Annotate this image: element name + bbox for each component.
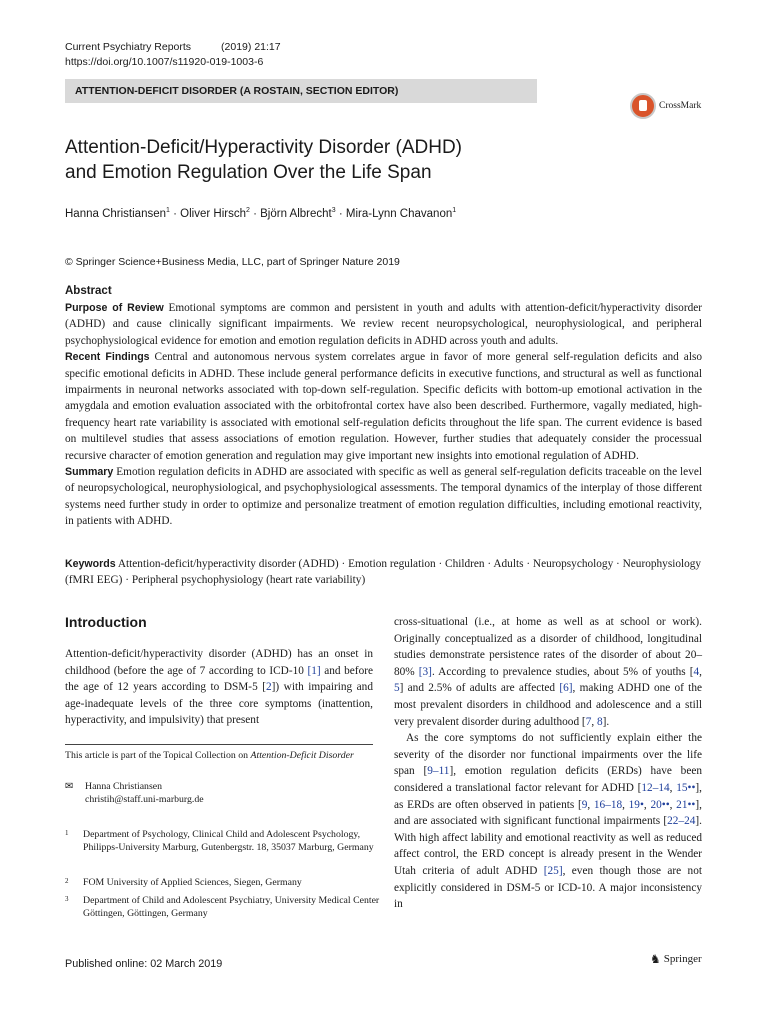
author[interactable]: Björn Albrecht$^3$ xyxy=(260,207,336,220)
author-list xyxy=(65,203,456,222)
affiliation-1: 1 Department of Psychology, Clinical Child and Adolescent Psychology, Philipps-University Marburg, Gutenbergstr. 18, 35037 Marburg, Germany xyxy=(65,829,374,853)
springer-horse-icon: ♞ xyxy=(650,952,661,966)
author-separator: · xyxy=(338,207,343,220)
crossmark-badge[interactable] xyxy=(630,93,701,119)
abstract-summary: Summary Emotion regulation deficits in ADHD are associated with specific as well as general self-regulation deficits traceable on the level of neuropsychological, neurophysiological, and psychophysiological assessments. The temporal dynamics of the interplay of those different systems need further study in order to optimize and personalize treatment of emotion regulation difficulties, including emotional reactivity, in patients with ADHD. xyxy=(65,466,702,528)
citation-link[interactable]: 8 xyxy=(597,715,603,728)
published-date: Published online: 02 March 2019 xyxy=(65,958,223,970)
journal-header xyxy=(65,40,281,70)
topical-collection-note: This article is part of the Topical Collection on Attention-Deficit Disorder xyxy=(65,750,354,761)
title-line-2: and Emotion Regulation Over the Life Span xyxy=(65,162,432,183)
publisher-name: Springer xyxy=(663,953,702,965)
contact-email[interactable]: christih@staff.uni-marburg.de xyxy=(85,794,204,805)
author-separator: · xyxy=(173,207,177,220)
citation-link[interactable]: 16–18 xyxy=(593,798,623,811)
affiliation-3: 3 Department of Child and Adolescent Psychiatry, University Medical Center Göttingen, Göttingen, Germany xyxy=(65,895,380,919)
journal-name: Current Psychiatry Reports xyxy=(65,41,192,53)
intro-left-paragraph: Attention-deficit/hyperactivity disorder (ADHD) has an onset in childhood (before the age of 7 according to ICD-10 [1] and before the age of 12 years according to DSM-5 [2]) with impairing and age-inadequate levels of the three core symptoms (inattention, hyperactivity, and impulsivity) that present xyxy=(65,648,373,727)
abstract-heading: Abstract xyxy=(65,285,112,297)
author[interactable]: Mira-Lynn Chavanon$^1$ xyxy=(345,207,457,220)
citation-link[interactable]: 7 xyxy=(585,715,592,728)
title-line-1: Attention-Deficit/Hyperactivity Disorder (ADHD) xyxy=(65,137,462,158)
envelope-icon: ✉ xyxy=(65,781,74,792)
crossmark-label: CrossMark xyxy=(659,101,702,111)
footnote-divider xyxy=(65,744,373,745)
citation-link[interactable]: 19• xyxy=(628,798,644,811)
citation-link[interactable]: 12–14 xyxy=(641,781,670,794)
intro-right-column xyxy=(394,614,702,913)
citation-link[interactable]: 20•• xyxy=(650,798,670,811)
doi-link[interactable]: https://doi.org/10.1007/s11920-019-1003-6 xyxy=(65,56,264,68)
intro-paragraph: As the core symptoms do not sufficiently explain either the severity of the disorder nor functional impairments over the life span [9–11], emotion regulation deficits (ERDs) have been considered a translational factor relevant for ADHD [12–14, 15••], as ERDs are often observed in patients [9, 16–18, 19•, 20••, 21••], and are associated with significant functional impairments [22–24]. With high affect lability and emotional reactivity as well as reduced affect control, the ERD concept is already present in the Wender Utah criteria of adult ADHD [25], even though those are not explicitly considered in DSM-5 or ICD-10. A major inconsistency in xyxy=(394,732,702,911)
contact-name: Hanna Christiansen xyxy=(85,781,162,792)
author[interactable]: Oliver Hirsch$^2$ xyxy=(180,207,250,220)
intro-paragraph: cross-situational (i.e., at home as well as at school or work). Originally conceptualized as a disorder of childhood, longitudinal studies demonstrate persistence rates of the disorder of about 20–80% [3]. According to prevalence studies, about 5% of youths [4, 5] and 2.5% of adults are affected [6], making ADHD one of the most prevalent disorders in childhood and adolescence and a still very prevalent disorder during adulthood [7, 8]. xyxy=(394,616,702,728)
citation-link[interactable]: 22–24 xyxy=(667,815,696,828)
affiliation-2: 2 FOM University of Applied Sciences, Siegen, Germany xyxy=(65,877,302,888)
crossmark-icon xyxy=(630,93,656,119)
citation-link[interactable]: [6] xyxy=(559,682,573,695)
citation-link[interactable]: [3] xyxy=(418,665,432,678)
publisher-logo xyxy=(650,952,702,966)
journal-volume: (2019) 21:17 xyxy=(221,41,281,53)
citation-link[interactable]: 2 xyxy=(265,681,272,694)
citation-link[interactable]: 5 xyxy=(394,682,400,695)
article-title xyxy=(65,135,585,185)
citation-link[interactable]: 9 xyxy=(581,798,588,811)
abstract-findings: Recent Findings Central and autonomous nervous system correlates argue in favor of more general self-regulation deficits and also specific emotional deficits in ADHD. These include general performance deficits in executive functions, and structural as well as functional impairments in neuronal networks associated with top-down self-regulation. Specific deficits with bottom-up emotional activation in the amygdala and emotion evaluation associated with the orbitofrontal cortex have also been described. Furthermore, vagally mediated, high-frequency heart rate variability is associated with emotional self-regulation deficits throughout the life span. The current evidence is based on multilevel studies that assess associations of emotion regulation. However, further studies that adequately consider the processual recursive character of emotion generation and regulation may give important new insights into emotional regulation of ADHD. xyxy=(65,351,703,462)
citation-link[interactable]: 9–11 xyxy=(427,765,450,778)
citation-link[interactable]: 15•• xyxy=(676,781,696,794)
author[interactable]: Hanna Christiansen$^1$ xyxy=(65,207,170,220)
introduction-heading: Introduction xyxy=(65,614,147,630)
corresponding-author xyxy=(65,780,204,806)
abstract-body xyxy=(65,300,702,530)
section-banner: ATTENTION-DEFICIT DISORDER (A ROSTAIN, SECTION EDITOR) xyxy=(65,79,537,103)
citation-link[interactable]: [1] xyxy=(307,664,321,677)
abstract-purpose: Purpose of Review Emotional symptoms are common and persistent in youth and adults with attention-deficit/hyperactivity disorder (ADHD) and cause clinically significant impairments. We review recent neuropsychological, neurophysiological, and peripheral psychophysiological evidence for emotion and emotion regulation deficits in ADHD across youth and adults. xyxy=(65,302,703,347)
citation-link[interactable]: [25] xyxy=(543,864,563,877)
citation-link[interactable]: 4 xyxy=(693,665,700,678)
keywords xyxy=(65,556,702,589)
keywords-label: Keywords xyxy=(65,558,116,570)
author-separator: · xyxy=(253,207,257,220)
copyright-notice: © Springer Science+Business Media, LLC, part of Springer Nature 2019 xyxy=(65,256,400,268)
citation-link[interactable]: 21•• xyxy=(676,798,696,811)
keywords-text: Attention-deficit/hyperactivity disorder (ADHD) · Emotion regulation · Children · Adults · Neuropsychology · Neurophysiology (fMRI EEG) · Peripheral psychophysiology (heart rate variability) xyxy=(65,558,702,587)
